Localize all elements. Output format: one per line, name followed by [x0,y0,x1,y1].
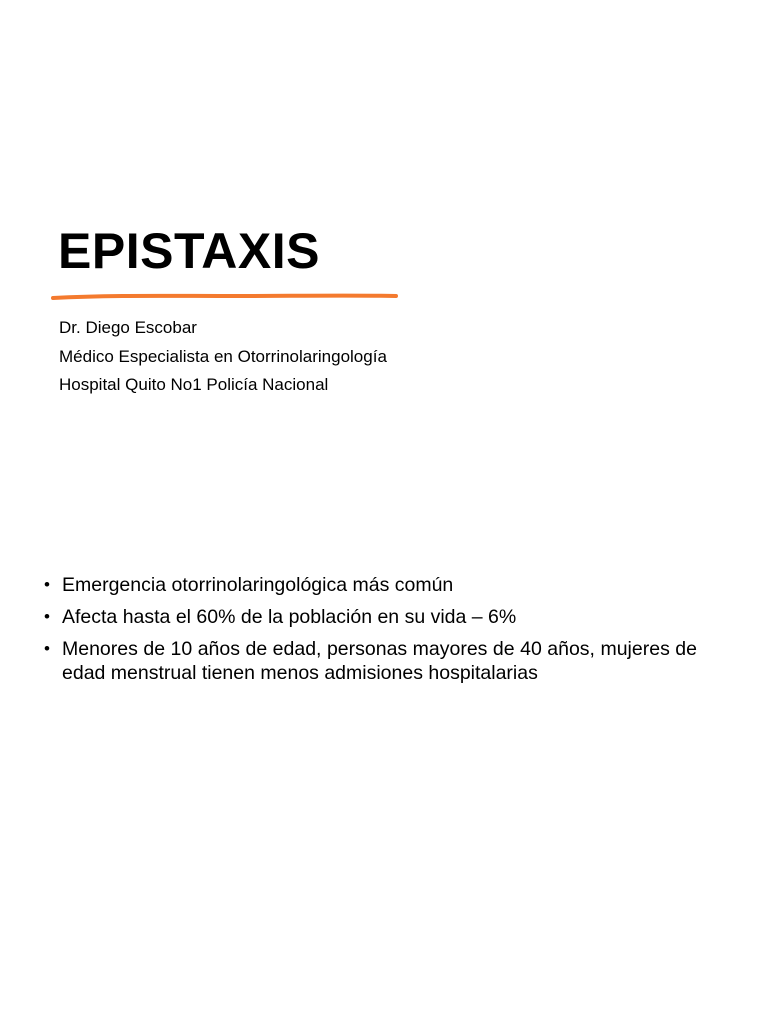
author-specialty: Médico Especialista en Otorrinolaringología [59,346,387,366]
bullet-text: Afecta hasta el 60% de la población en su vida – 6% [62,606,517,628]
bullet-text: Menores de 10 años de edad, personas mayores de 40 años, mujeres de edad menstrual tienen menos admisiones hospitalarias [62,638,697,684]
list-item [44,605,697,629]
bullet-icon: • [44,607,50,626]
author-info [59,314,387,400]
slide-title: EPISTAXIS [58,223,320,279]
bullet-list [44,573,697,693]
author-name: Dr. Diego Escobar [59,318,197,337]
list-item [44,573,697,597]
bullet-text: Emergencia otorrinolaringológica más común [62,574,454,596]
list-item [44,637,697,685]
title-underline [50,290,400,304]
bullet-icon: • [44,639,50,658]
author-hospital: Hospital Quito No1 Policía Nacional [59,375,329,394]
bullet-icon: • [44,575,50,594]
